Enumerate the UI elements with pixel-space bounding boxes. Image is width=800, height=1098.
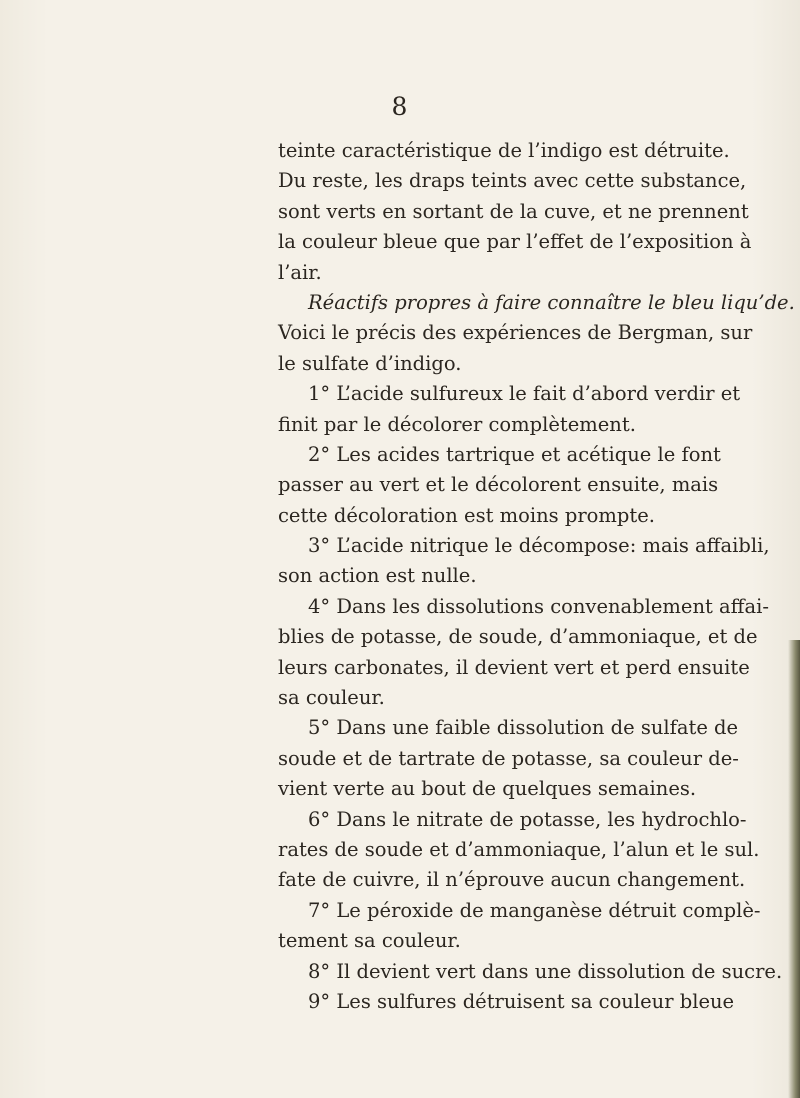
text-line: vient verte au bout de quelques semaines. xyxy=(278,777,697,801)
text-line: finit par le décolorer complètement. xyxy=(278,412,636,436)
text-line: sont verts en sortant de la cuve, et ne prennent xyxy=(278,199,749,223)
text-line: 7° Le péroxide de manganèse détruit complè- xyxy=(308,898,761,922)
text-line: l’air. xyxy=(278,260,322,284)
page-number: 8 xyxy=(391,92,409,121)
text-line: 4° Dans les dissolutions convenablement affai- xyxy=(308,594,769,618)
text-line: son action est nulle. xyxy=(278,564,477,588)
text-line: 1° L’acide sulfureux le fait d’abord verdir et xyxy=(308,382,741,406)
text-line: Voici le précis des expériences de Bergman, sur xyxy=(278,321,753,345)
body-text xyxy=(278,136,795,1017)
text-line: fate de cuivre, il n’éprouve aucun changement. xyxy=(278,868,746,892)
text-line: 5° Dans une faible dissolution de sulfate de xyxy=(308,716,739,740)
page-edge-shadow xyxy=(788,640,800,1098)
text-line: 9° Les sulfures détruisent sa couleur bleue xyxy=(308,989,735,1013)
text-line: Réactifs propres à faire connaître le bleu liqu’de. xyxy=(308,290,795,314)
text-line: rates de soude et d’ammoniaque, l’alun et le sul. xyxy=(278,837,760,861)
text-line: 8° Il devient vert dans une dissolution de sucre. xyxy=(308,959,783,983)
text-line: 2° Les acides tartrique et acétique le font xyxy=(308,442,721,466)
text-line: le sulfate d’indigo. xyxy=(278,351,462,375)
text-line: leurs carbonates, il devient vert et perd ensuite xyxy=(278,655,750,679)
text-line: cette décoloration est moins prompte. xyxy=(278,503,655,527)
text-line: tement sa couleur. xyxy=(278,929,461,953)
text-line: Du reste, les draps teints avec cette substance, xyxy=(278,169,747,193)
text-line: 3° L’acide nitrique le décompose: mais affaibli, xyxy=(308,534,770,558)
text-line: passer au vert et le décolorent ensuite, mais xyxy=(278,473,719,497)
text-line: 6° Dans le nitrate de potasse, les hydrochlo- xyxy=(308,807,747,831)
text-line: blies de potasse, de soude, d’ammoniaque, et de xyxy=(278,625,758,649)
text-line: sa couleur. xyxy=(278,686,385,710)
text-line: soude et de tartrate de potasse, sa couleur de- xyxy=(278,746,739,770)
text-line: teinte caractéristique de l’indigo est détruite. xyxy=(278,139,730,162)
text-line: la couleur bleue que par l’effet de l’exposition à xyxy=(278,230,752,254)
